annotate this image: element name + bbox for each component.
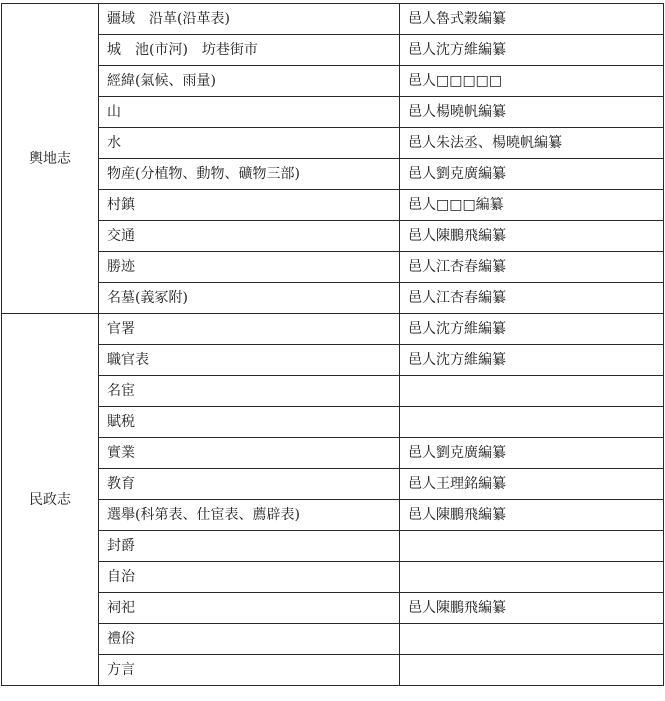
chapter-title-cell: 賦税 — [99, 407, 400, 438]
editor-cell — [400, 531, 664, 562]
table-row — [2, 66, 664, 97]
editor-cell: 邑人劉克廣編纂 — [400, 159, 664, 190]
editor-cell: 邑人江杏春編纂 — [400, 283, 664, 314]
editor-cell — [400, 407, 664, 438]
table-row — [2, 345, 664, 376]
chapter-title-cell: 方言 — [99, 655, 400, 686]
table-row — [2, 252, 664, 283]
chapter-title-cell: 村鎮 — [99, 190, 400, 221]
chapter-title-cell: 物産(分植物、動物、礦物三部) — [99, 159, 400, 190]
table-row — [2, 159, 664, 190]
editor-cell: 邑人□□□編纂 — [400, 190, 664, 221]
table-row — [2, 500, 664, 531]
table-row — [2, 438, 664, 469]
chapter-title-cell: 城 池(市河) 坊巷街市 — [99, 35, 400, 66]
chapter-title-cell: 水 — [99, 128, 400, 159]
chapter-title-cell: 名宦 — [99, 376, 400, 407]
chapter-title-cell: 名墓(義冢附) — [99, 283, 400, 314]
editor-cell — [400, 562, 664, 593]
editor-cell: 邑人陳鵬飛編纂 — [400, 221, 664, 252]
chapter-title-cell: 教育 — [99, 469, 400, 500]
table-row — [2, 190, 664, 221]
editor-cell: 邑人沈方維編纂 — [400, 314, 664, 345]
section-group-label: 民政志 — [2, 314, 99, 686]
editor-cell: 邑人王理銘編纂 — [400, 469, 664, 500]
editor-cell: 邑人楊曉帆編纂 — [400, 97, 664, 128]
table-row — [2, 97, 664, 128]
chapter-title-cell: 交通 — [99, 221, 400, 252]
chapter-title-cell: 經緯(氣候、雨量) — [99, 66, 400, 97]
chapter-title-cell: 封爵 — [99, 531, 400, 562]
editor-cell: 邑人沈方維編纂 — [400, 345, 664, 376]
table-row — [2, 283, 664, 314]
table-row — [2, 376, 664, 407]
chapter-title-cell: 官署 — [99, 314, 400, 345]
table-row — [2, 4, 664, 35]
editor-cell: 邑人陳鵬飛編纂 — [400, 593, 664, 624]
table-row — [2, 562, 664, 593]
table-row — [2, 655, 664, 686]
table-row — [2, 35, 664, 66]
chapter-title-cell: 職官表 — [99, 345, 400, 376]
table-row — [2, 128, 664, 159]
chapter-title-cell: 疆域 沿革(沿革表) — [99, 4, 400, 35]
editor-cell: 邑人魯式穀編纂 — [400, 4, 664, 35]
table-row — [2, 407, 664, 438]
chapter-title-cell: 自治 — [99, 562, 400, 593]
editor-cell — [400, 624, 664, 655]
table-row — [2, 531, 664, 562]
table-row — [2, 221, 664, 252]
editor-cell: 邑人陳鵬飛編纂 — [400, 500, 664, 531]
gazetteer-contents-table — [1, 3, 664, 686]
editor-cell: 邑人朱法丞、楊曉帆編纂 — [400, 128, 664, 159]
editor-cell: 邑人沈方維編纂 — [400, 35, 664, 66]
table-row — [2, 624, 664, 655]
table-body — [2, 4, 664, 686]
table-row — [2, 314, 664, 345]
table-row — [2, 593, 664, 624]
editor-cell: 邑人劉克廣編纂 — [400, 438, 664, 469]
editor-cell: 邑人□□□□□ — [400, 66, 664, 97]
chapter-title-cell: 實業 — [99, 438, 400, 469]
editor-cell: 邑人江杏春編纂 — [400, 252, 664, 283]
editor-cell — [400, 376, 664, 407]
chapter-title-cell: 祠祀 — [99, 593, 400, 624]
table-row — [2, 469, 664, 500]
section-group-label: 輿地志 — [2, 4, 99, 314]
chapter-title-cell: 山 — [99, 97, 400, 128]
chapter-title-cell: 選舉(科第表、仕宦表、薦辟表) — [99, 500, 400, 531]
chapter-title-cell: 勝迹 — [99, 252, 400, 283]
editor-cell — [400, 655, 664, 686]
chapter-title-cell: 禮俗 — [99, 624, 400, 655]
